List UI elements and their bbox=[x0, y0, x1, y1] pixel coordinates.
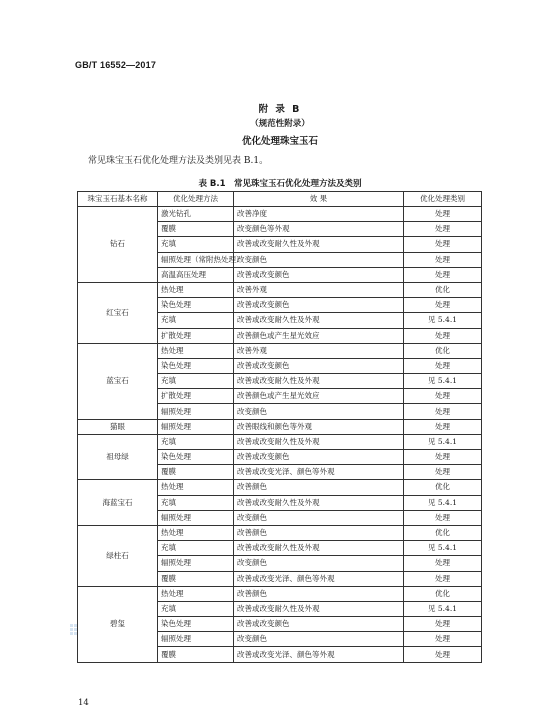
table-row bbox=[78, 525, 482, 540]
method-cell: 辐照处理 bbox=[158, 510, 234, 525]
effect-cell: 改变颜色 bbox=[234, 404, 404, 419]
effect-cell: 改善或改变耐久性及外观 bbox=[234, 541, 404, 556]
method-cell: 辐照处理 bbox=[158, 404, 234, 419]
effect-cell: 改善或改变耐久性及外观 bbox=[234, 313, 404, 328]
table-row bbox=[78, 282, 482, 297]
effect-cell: 改变颜色 bbox=[234, 556, 404, 571]
effect-cell: 改善颜色 bbox=[234, 525, 404, 540]
effect-cell: 改善或改变颜色 bbox=[234, 267, 404, 282]
category-cell: 见 5.4.1 bbox=[404, 313, 482, 328]
method-cell: 覆膜 bbox=[158, 222, 234, 237]
method-cell: 热处理 bbox=[158, 343, 234, 358]
category-cell: 处理 bbox=[404, 617, 482, 632]
category-cell: 处理 bbox=[404, 450, 482, 465]
category-cell: 处理 bbox=[404, 252, 482, 267]
gem-name-cell: 海蓝宝石 bbox=[78, 480, 158, 526]
category-cell: 优化 bbox=[404, 343, 482, 358]
category-cell: 处理 bbox=[404, 222, 482, 237]
effect-cell: 改善或改变耐久性及外观 bbox=[234, 601, 404, 616]
category-cell: 处理 bbox=[404, 389, 482, 404]
effect-cell: 改变颜色等外观 bbox=[234, 222, 404, 237]
effect-cell: 改善或改变颜色 bbox=[234, 298, 404, 313]
effect-cell: 改善或改变颜色 bbox=[234, 617, 404, 632]
category-cell: 处理 bbox=[404, 510, 482, 525]
method-cell: 辐照处理 bbox=[158, 419, 234, 434]
category-cell: 见 5.4.1 bbox=[404, 434, 482, 449]
category-cell: 处理 bbox=[404, 465, 482, 480]
effect-cell: 改善或改变光泽、颜色等外观 bbox=[234, 465, 404, 480]
effect-cell: 改善颜色 bbox=[234, 480, 404, 495]
category-cell: 见 5.4.1 bbox=[404, 541, 482, 556]
category-cell: 处理 bbox=[404, 571, 482, 586]
method-cell: 充填 bbox=[158, 374, 234, 389]
page-number: 14 bbox=[78, 698, 89, 708]
method-cell: 辐照处理（常附热处理） bbox=[158, 252, 234, 267]
gem-name-cell: 钻石 bbox=[78, 207, 158, 283]
intro-paragraph: 常见珠宝玉石优化处理方法及类别见表 B.1。 bbox=[88, 156, 269, 166]
method-cell: 充填 bbox=[158, 237, 234, 252]
scan-mark bbox=[70, 624, 78, 635]
method-cell: 扩散处理 bbox=[158, 389, 234, 404]
method-cell: 充填 bbox=[158, 601, 234, 616]
table-row bbox=[78, 480, 482, 495]
appendix-subtitle: （规范性附录） bbox=[250, 119, 310, 129]
effect-cell: 改善颜色或产生星光效应 bbox=[234, 389, 404, 404]
appendix-name: 优化处理珠宝玉石 bbox=[241, 136, 318, 147]
category-cell: 处理 bbox=[404, 267, 482, 282]
effect-cell: 改善外观 bbox=[234, 282, 404, 297]
table-body bbox=[78, 207, 482, 663]
effect-cell: 改善眼线和颜色等外观 bbox=[234, 419, 404, 434]
category-cell: 处理 bbox=[404, 632, 482, 647]
effect-cell: 改善或改变光泽、颜色等外观 bbox=[234, 647, 404, 662]
effect-cell: 改善外观 bbox=[234, 343, 404, 358]
method-cell: 染色处理 bbox=[158, 617, 234, 632]
category-cell: 处理 bbox=[404, 419, 482, 434]
effect-cell: 改善或改变耐久性及外观 bbox=[234, 495, 404, 510]
method-cell: 高温高压处理 bbox=[158, 267, 234, 282]
category-cell: 见 5.4.1 bbox=[404, 495, 482, 510]
table-row bbox=[78, 434, 482, 449]
method-cell: 覆膜 bbox=[158, 571, 234, 586]
header-gem-name: 珠宝玉石基本名称 bbox=[78, 192, 158, 207]
method-cell: 覆膜 bbox=[158, 465, 234, 480]
method-cell: 充填 bbox=[158, 434, 234, 449]
method-cell: 热处理 bbox=[158, 480, 234, 495]
category-cell: 优化 bbox=[404, 586, 482, 601]
table-row bbox=[78, 419, 482, 434]
category-cell: 处理 bbox=[404, 404, 482, 419]
effect-cell: 改善颜色或产生星光效应 bbox=[234, 328, 404, 343]
method-cell: 辐照处理 bbox=[158, 632, 234, 647]
table-row bbox=[78, 586, 482, 601]
category-cell: 优化 bbox=[404, 525, 482, 540]
method-cell: 激光钻孔 bbox=[158, 207, 234, 222]
category-cell: 优化 bbox=[404, 480, 482, 495]
header-category: 优化处理类别 bbox=[404, 192, 482, 207]
treatment-table bbox=[77, 191, 482, 663]
method-cell: 充填 bbox=[158, 541, 234, 556]
gem-name-cell: 祖母绿 bbox=[78, 434, 158, 480]
category-cell: 见 5.4.1 bbox=[404, 374, 482, 389]
table-caption: 表 B.1 常见珠宝玉石优化处理方法及类别 bbox=[198, 179, 362, 189]
method-cell: 充填 bbox=[158, 495, 234, 510]
method-cell: 热处理 bbox=[158, 282, 234, 297]
gem-name-cell: 绿柱石 bbox=[78, 525, 158, 586]
effect-cell: 改善净度 bbox=[234, 207, 404, 222]
method-cell: 充填 bbox=[158, 313, 234, 328]
appendix-title: 附 录 B bbox=[258, 104, 302, 115]
effect-cell: 改善或改变耐久性及外观 bbox=[234, 434, 404, 449]
effect-cell: 改变颜色 bbox=[234, 510, 404, 525]
category-cell: 处理 bbox=[404, 647, 482, 662]
gem-name-cell: 红宝石 bbox=[78, 282, 158, 343]
method-cell: 染色处理 bbox=[158, 358, 234, 373]
method-cell: 染色处理 bbox=[158, 450, 234, 465]
category-cell: 处理 bbox=[404, 556, 482, 571]
effect-cell: 改变颜色 bbox=[234, 252, 404, 267]
table-header-row bbox=[78, 192, 482, 207]
method-cell: 热处理 bbox=[158, 525, 234, 540]
effect-cell: 改善或改变光泽、颜色等外观 bbox=[234, 571, 404, 586]
gem-name-cell: 碧玺 bbox=[78, 586, 158, 662]
standard-number: GB/T 16552—2017 bbox=[75, 60, 157, 70]
table-row bbox=[78, 207, 482, 222]
gem-name-cell: 猫眼 bbox=[78, 419, 158, 434]
category-cell: 见 5.4.1 bbox=[404, 601, 482, 616]
category-cell: 优化 bbox=[404, 282, 482, 297]
method-cell: 染色处理 bbox=[158, 298, 234, 313]
category-cell: 处理 bbox=[404, 207, 482, 222]
effect-cell: 改善或改变耐久性及外观 bbox=[234, 374, 404, 389]
method-cell: 覆膜 bbox=[158, 647, 234, 662]
effect-cell: 改善颜色 bbox=[234, 586, 404, 601]
effect-cell: 改变颜色 bbox=[234, 632, 404, 647]
category-cell: 处理 bbox=[404, 358, 482, 373]
category-cell: 处理 bbox=[404, 298, 482, 313]
table-row bbox=[78, 343, 482, 358]
effect-cell: 改善或改变耐久性及外观 bbox=[234, 237, 404, 252]
category-cell: 处理 bbox=[404, 237, 482, 252]
method-cell: 热处理 bbox=[158, 586, 234, 601]
effect-cell: 改善或改变颜色 bbox=[234, 450, 404, 465]
category-cell: 处理 bbox=[404, 328, 482, 343]
effect-cell: 改善或改变颜色 bbox=[234, 358, 404, 373]
header-effect: 效 果 bbox=[234, 192, 404, 207]
header-method: 优化处理方法 bbox=[158, 192, 234, 207]
gem-name-cell: 蓝宝石 bbox=[78, 343, 158, 419]
method-cell: 辐照处理 bbox=[158, 556, 234, 571]
method-cell: 扩散处理 bbox=[158, 328, 234, 343]
